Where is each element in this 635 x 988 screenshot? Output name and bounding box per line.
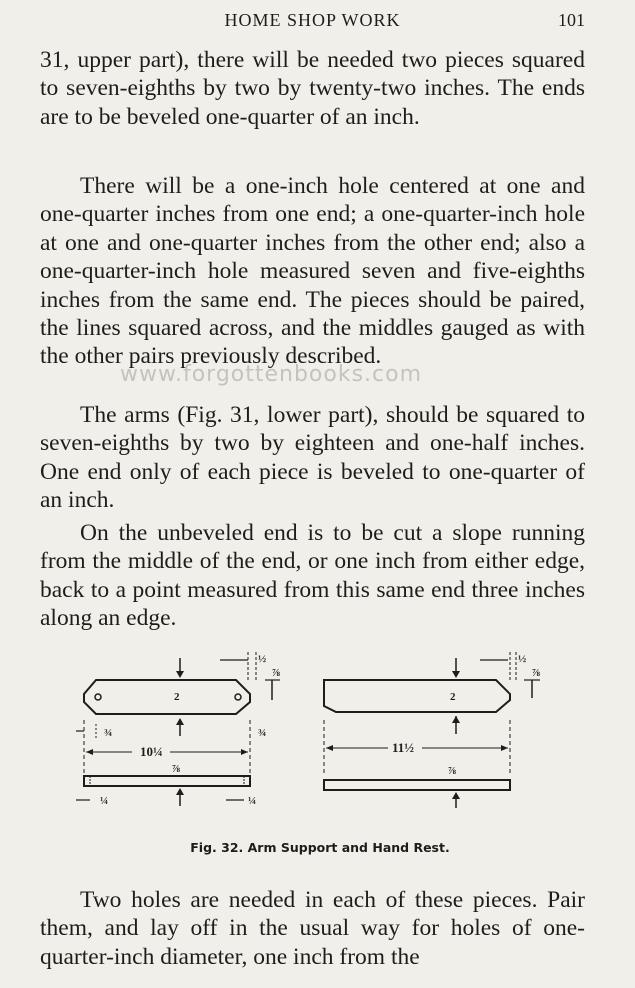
paragraph-3: The arms (Fig. 31, lower part), should be squared to seven-eighths by two by eighteen and one-half inches. One end only of each piece is beveled to one-quarter of an inch. xyxy=(40,402,585,514)
paragraph-4: On the unbeveled end is to be cut a slope running from the middle of the end, or one inch from either edge, back to a point measured from this same end three inches along an edge. xyxy=(40,520,585,632)
left-hole-offset-right: ¼ xyxy=(248,795,257,807)
right-width-label: 2 xyxy=(450,691,456,703)
left-end-offset-right: ¾ xyxy=(258,727,267,739)
arm-support-hand-rest-drawing xyxy=(60,640,580,840)
right-thickness-label: ⅞ xyxy=(448,765,457,777)
right-corner-detail: ⅞ xyxy=(532,667,541,679)
watermark: www.forgottenbooks.com xyxy=(120,362,423,387)
figure-caption: Fig. 32. Arm Support and Hand Rest. xyxy=(190,840,450,855)
left-thickness-label: ⅞ xyxy=(172,763,181,775)
left-side-view xyxy=(84,776,250,786)
left-hole-offset-left: ¼ xyxy=(100,795,109,807)
page-header xyxy=(40,8,585,34)
figure-32 xyxy=(60,640,580,870)
left-corner-bevel: ½ xyxy=(258,653,267,665)
left-hole-b xyxy=(235,694,241,700)
paragraph-5: Two holes are needed in each of these pieces. Pair them, and lay off in the usual way for holes of one-quarter-inch diameter, one inch from the xyxy=(40,887,585,970)
right-drawing xyxy=(324,652,540,808)
paragraph-1: 31, upper part), there will be needed two pieces squared to seven-eighths by two by twenty-two inches. The ends are to be beveled one-quarter of an inch. xyxy=(40,47,585,130)
left-length-label: 10¼ xyxy=(140,744,163,759)
page-number: 101 xyxy=(558,10,585,30)
right-top-view xyxy=(324,680,510,712)
left-top-view xyxy=(84,680,250,714)
right-side-view xyxy=(324,780,510,790)
left-width-label: 2 xyxy=(174,691,180,703)
paragraph-2: There will be a one-inch hole centered at one and one-quarter inches from one end; a one-quarter-inch hole at one and one-quarter inches from the other end; also a one-quarter-inch hole measured seven and five-eighths inches from the same end. The pieces should be paired, the lines squared across, and the middles gauged as with the other pairs previously described. xyxy=(40,173,585,370)
right-corner-bevel: ½ xyxy=(518,653,527,665)
running-head: HOME SHOP WORK xyxy=(224,10,401,30)
left-end-offset-left: ¾ xyxy=(104,727,113,739)
left-hole-a xyxy=(95,694,101,700)
left-drawing xyxy=(76,652,280,807)
right-length-label: 11½ xyxy=(392,740,415,755)
left-corner-detail: ⅞ xyxy=(272,667,281,679)
